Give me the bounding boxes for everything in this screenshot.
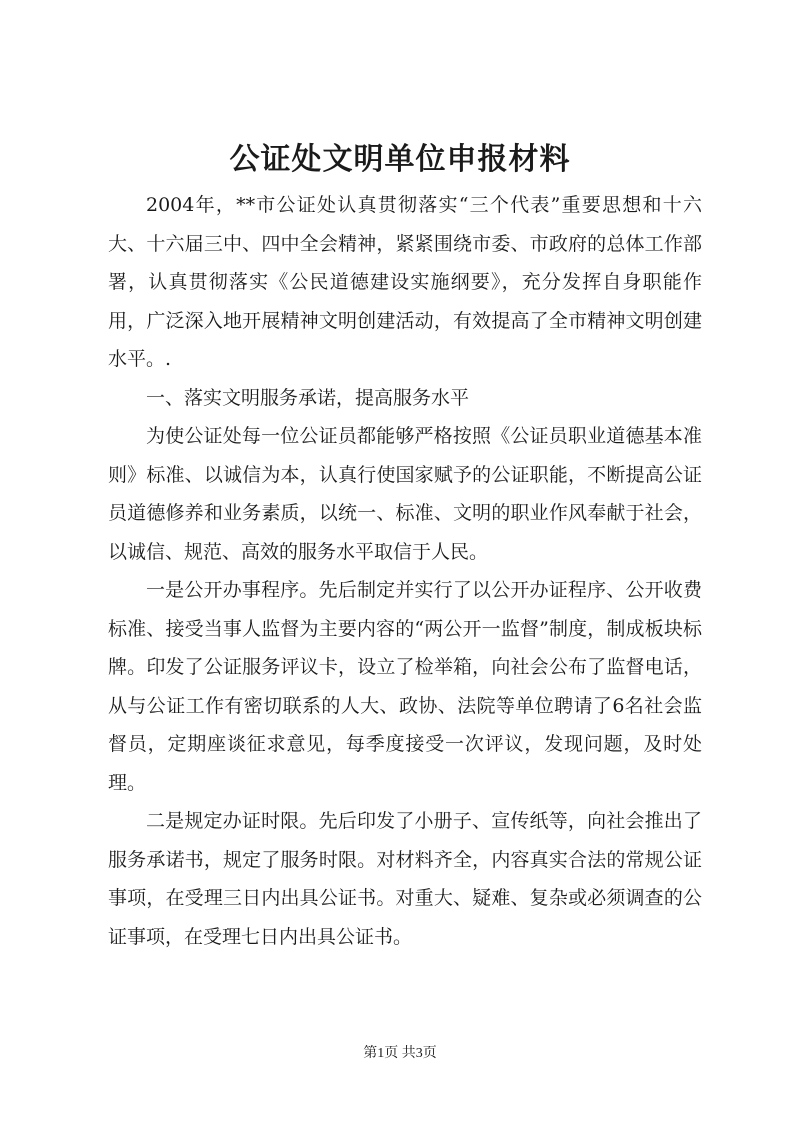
page-footer: 第1页 共3页 <box>363 1046 437 1061</box>
document-title: 公证处文明单位申报材料 <box>229 142 571 177</box>
paragraph-item-2: 二是规定办证时限。先后印发了小册子、宣传纸等，向社会推出了服务承诺书，规定了服务时限。对材料齐全，内容真实合法的常规公证事项，在受理三日内出具公证书。对重大、疑难、复杂或必须调查的公证事项，在受理七日内出具公证书。 <box>108 810 702 948</box>
paragraph-section-intro: 为使公证处每一位公证员都能够严格按照《公证员职业道德基本准则》标准、以诚信为本，认真行使国家赋予的公证职能，不断提高公证员道德修养和业务素质，以统一、标准、文明的职业作风奉献于社会，以诚信、规范、高效的服务水平取信于人民。 <box>108 425 702 563</box>
section-heading: 一、落实文明服务承诺，提高服务水平 <box>146 386 470 409</box>
paragraph-intro: 2004年，**市公证处认真贯彻落实“三个代表”重要思想和十六大、十六届三中、四中全会精神，紧紧围绕市委、市政府的总体工作部署，认真贯彻落实《公民道德建设实施纲要》，充分发挥自身职能作用，广泛深入地开展精神文明创建活动，有效提高了全市精神文明创建水平。. <box>108 194 702 370</box>
document-body <box>108 186 702 956</box>
paragraph-item-1: 一是公开办事程序。先后制定并实行了以公开办证程序、公开收费标准、接受当事人监督为主要内容的“两公开一监督”制度，制成板块标牌。印发了公证服务评议卡，设立了检举箱，向社会公布了监督电话，从与公证工作有密切联系的人大、政协、法院等单位聘请了6名社会监督员，定期座谈征求意见，每季度接受一次评议，发现问题，及时处理。 <box>108 579 702 794</box>
